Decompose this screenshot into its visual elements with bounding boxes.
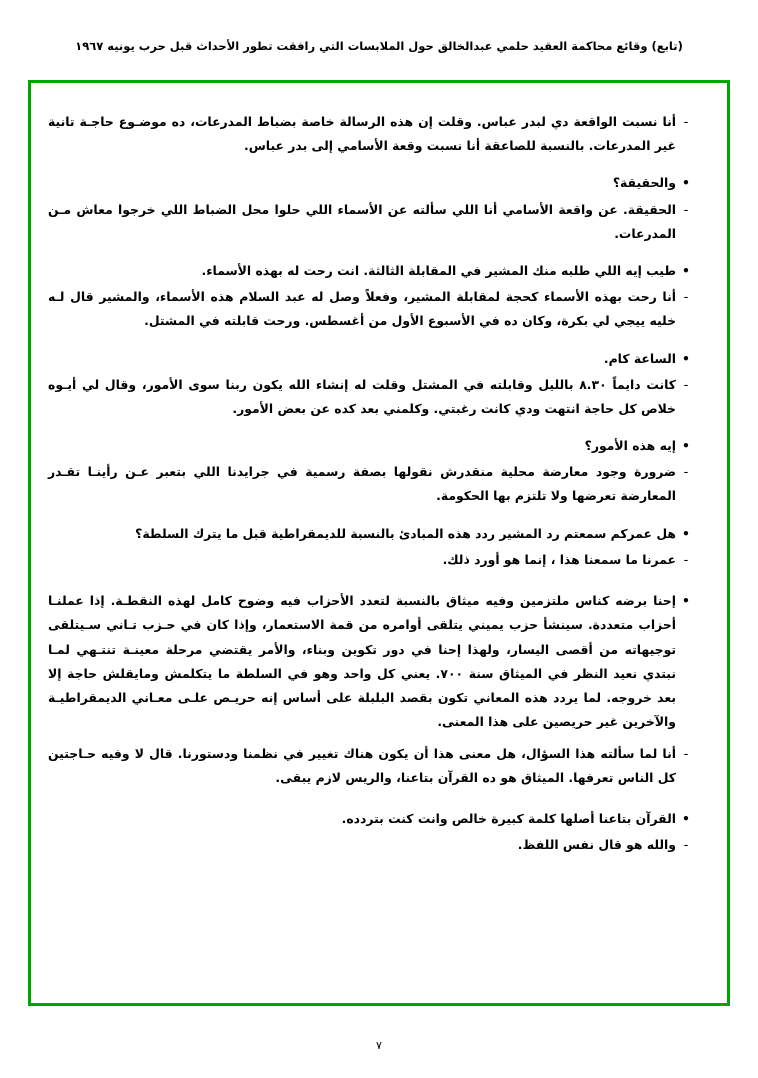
page-header: (تابع) وقائع محاكمة العقيد حلمي عبدالخالق حول الملابسات التي رافقت تطور الأحداث قبل حرب يونيه ١٩٦٧ bbox=[75, 39, 683, 53]
paragraph-text: إيه هذه الأمور؟ bbox=[584, 438, 676, 454]
question-paragraph bbox=[48, 807, 696, 831]
question-paragraph bbox=[48, 522, 696, 546]
paragraph-text: والله هو قال نفس اللفظ. bbox=[517, 836, 676, 852]
paragraph-spacer bbox=[48, 336, 696, 347]
paragraph-spacer bbox=[48, 793, 696, 807]
question-paragraph bbox=[48, 259, 696, 283]
paragraph-text: كانت دايماً ٨.٣٠ بالليل وقابلته في المشتل وقلت له إنشاء الله يكون ربنا سوى الأمور، وقال لي أيـوه خلاص كل حاجة انتهت ودي كانت رغبتي. وكلمني بعد كده عن بعض الأمور. bbox=[48, 376, 676, 416]
paragraph-text: أنا رحت بهذه الأسماء كحجة لمقابلة المشير، وفعلاً وصل له عبد السلام هذه الأسماء، والمشير قال لـه خليه ييجي لي بكرة، وكان ده في الأسبوع الأول من أغسطس. ورحت قابلته في المشتل. bbox=[48, 289, 676, 329]
page-number: ٧ bbox=[376, 1039, 382, 1052]
paragraph-text: الساعة كام. bbox=[603, 350, 676, 366]
bullet-marker-icon: • bbox=[682, 262, 690, 278]
question-paragraph bbox=[48, 434, 696, 458]
dash-marker-icon: - bbox=[683, 552, 689, 568]
answer-paragraph bbox=[48, 548, 696, 573]
answer-paragraph bbox=[48, 460, 696, 508]
paragraph-text: هل عمركم سمعتم رد المشير ردد هذه المبادئ بالنسبة للديمقراطية قبل ما يترك السلطة؟ bbox=[135, 525, 676, 541]
paragraph-text: القرآن بتاعنا أصلها كلمة كبيرة خالص وانت كنت بتردده. bbox=[341, 810, 676, 826]
dash-marker-icon: - bbox=[683, 747, 689, 763]
paragraph-text: الحقيقة. عن واقعة الأسامي أنا اللي سألته عن الأسماء اللي حلوا محل الضباط اللي خرجوا معاش مـن المدرعات. bbox=[48, 201, 676, 241]
answer-paragraph bbox=[48, 742, 696, 790]
paragraph-text: والحقيقة؟ bbox=[612, 175, 676, 191]
paragraph-text: أنا نسبت الواقعة دي لبدر عباس. وقلت إن هذه الرسالة خاصة بضباط المدرعات، ده موضـوع حاجـة تانية غير المدرعات. بالنسبة للصاعقة أنا نسبت وقعة الأسامي إلى بدر عباس. bbox=[48, 114, 676, 154]
paragraph-spacer bbox=[48, 423, 696, 434]
answer-paragraph bbox=[48, 373, 696, 421]
document-body bbox=[48, 110, 696, 860]
paragraph-text: عمرنا ما سمعنا هذا ، إنما هو أورد ذلك. bbox=[442, 551, 676, 567]
question-paragraph bbox=[48, 347, 696, 371]
dash-marker-icon: - bbox=[683, 837, 689, 853]
paragraph-text: أنا لما سألته هذا السؤال، هل معنى هذا أن يكون هناك تغيير في نظمنا ودستورنا. قال لا وفيه حـاجتين كل الناس تعرفها. الميثاق هو ده القرآن بتاعنا، والريس لازم يبقى. bbox=[48, 746, 676, 786]
paragraph-text: ضرورة وجود معارضة محلية منقدرش نقولها بصفة رسمية في جرايدنا اللي بتعبر عـن رأينـا تقـدر المعارضة تعرضها ولا تلتزم بها الحكومة. bbox=[48, 464, 676, 504]
paragraph-spacer bbox=[48, 511, 696, 522]
bullet-marker-icon: • bbox=[682, 438, 690, 454]
dash-marker-icon: - bbox=[683, 202, 689, 218]
answer-paragraph bbox=[48, 285, 696, 333]
answer-paragraph bbox=[48, 833, 696, 858]
dash-marker-icon: - bbox=[683, 377, 689, 393]
bullet-marker-icon: • bbox=[682, 350, 690, 366]
bullet-marker-icon: • bbox=[682, 810, 690, 826]
question-paragraph bbox=[48, 171, 696, 195]
answer-paragraph bbox=[48, 198, 696, 246]
paragraph-spacer bbox=[48, 575, 696, 589]
paragraph-text: إحنا برضه كناس ملتزمين وفيه ميثاق بالنسبة لتعدد الأحزاب فيه وضوح كامل لهذه النقطـة. إذا عملنـا أحزاب متعددة. سينشأ حزب يميني يتلقى أوامره من قمة الاستعمار، وإذا كان في حـزب تـاني سـيتلقى توجيهاته من أقصى اليسار، ولهذا إحنا في دور تكوين وبناء، والأمر يقتضي مرحلة معينـة تنتـهي لمـا نبتدي نعيد النظر في الميثاق سنة ٧٠٠. يعني كل واحد وهو في السلطة ما يتكلمش ومايقلش حاجة إلا بعد خروجه. لما يردد هذه المعاني تكون بقصد البلبلة على أساس إنه حريـص علـى معـاني الديمقراطيـة والآخرين غير حريصين على هذا المعنى. bbox=[48, 593, 676, 730]
question-paragraph bbox=[48, 589, 696, 734]
bullet-marker-icon: • bbox=[682, 175, 690, 191]
bullet-marker-icon: • bbox=[682, 525, 690, 541]
paragraph-spacer bbox=[48, 160, 696, 171]
dash-marker-icon: - bbox=[683, 115, 689, 130]
answer-paragraph bbox=[48, 110, 696, 158]
dash-marker-icon: - bbox=[683, 465, 689, 481]
paragraph-spacer bbox=[48, 248, 696, 259]
paragraph-text: طيب إيه اللي طلبه منك المشير في المقابلة الثالثة. انت رحت له بهذه الأسماء. bbox=[201, 262, 676, 278]
bullet-marker-icon: • bbox=[682, 593, 690, 609]
dash-marker-icon: - bbox=[683, 290, 689, 306]
